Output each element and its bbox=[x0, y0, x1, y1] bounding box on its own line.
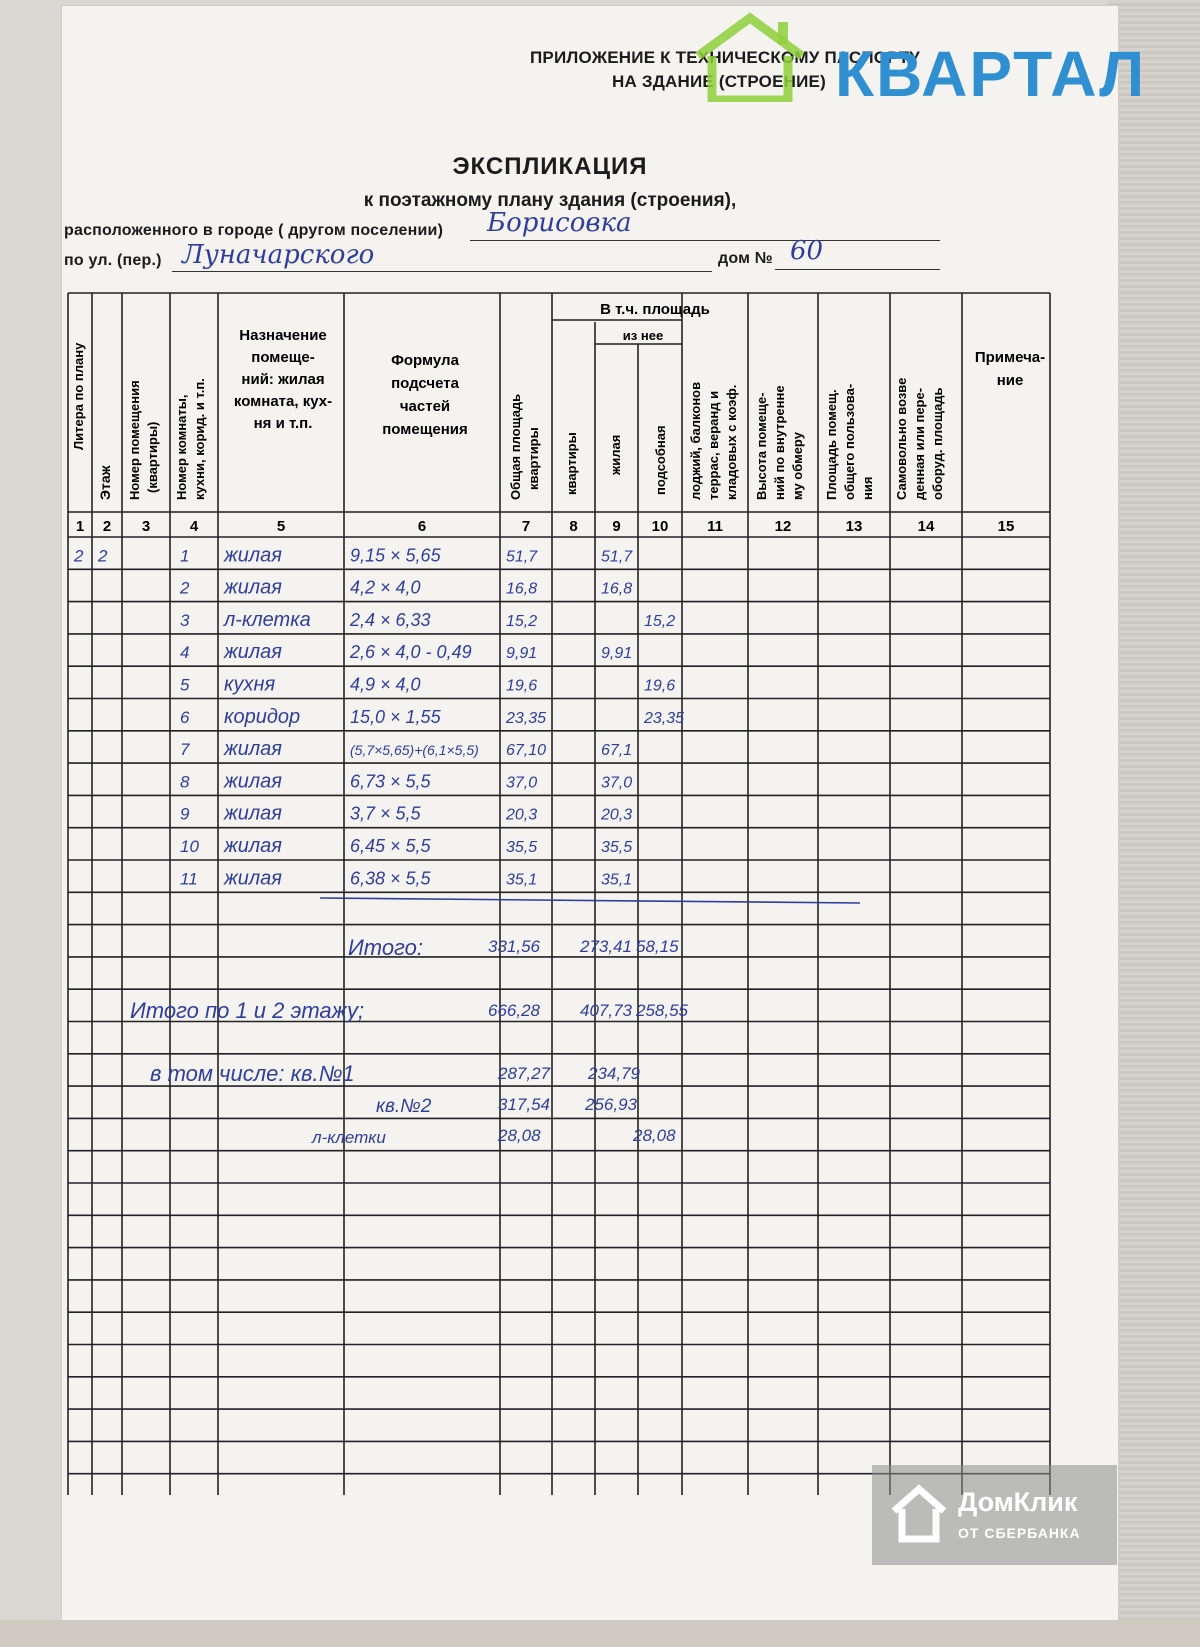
cell-room-number: 3 bbox=[180, 610, 190, 630]
cell-general-area: 19,6 bbox=[506, 677, 538, 695]
cell-living-area: 67,1 bbox=[601, 742, 633, 760]
cell-general-area: 51,7 bbox=[506, 548, 538, 566]
cell-purpose: жилая bbox=[224, 835, 282, 857]
header-group-iznee: из нее bbox=[622, 328, 664, 343]
column-number: 15 bbox=[997, 518, 1015, 535]
appendix-line-2: НА ЗДАНИЕ (СТРОЕНИЕ) bbox=[612, 72, 826, 91]
column-number: 12 bbox=[774, 518, 792, 535]
cell-general-area: 35,1 bbox=[506, 871, 538, 889]
header-col5-line4: комната, кух- bbox=[233, 393, 333, 410]
column-number: 6 bbox=[417, 518, 427, 535]
cell-purpose: жилая bbox=[224, 770, 282, 793]
header-col5-line3: ний: жилая bbox=[241, 371, 325, 388]
header-col13-line2: общего пользова- bbox=[842, 383, 857, 500]
document-title: ЭКСПЛИКАЦИЯ bbox=[452, 153, 648, 180]
cell-purpose: жилая bbox=[224, 738, 282, 761]
domclick-name: ДомКлик bbox=[958, 1487, 1078, 1517]
cell-general-area: 35,5 bbox=[506, 839, 538, 856]
column-number: 4 bbox=[189, 518, 199, 535]
header-col6-line1: Формула bbox=[391, 352, 459, 369]
header-col7-line2: квартиры bbox=[526, 427, 541, 490]
header-col4-line2: кухни, корид. и т.п. bbox=[192, 378, 207, 500]
column-number: 9 bbox=[612, 518, 621, 535]
cell-room-number: 4 bbox=[180, 643, 190, 663]
stairwell-general-area: 28,08 bbox=[498, 1126, 541, 1145]
cell-litera: 2 bbox=[74, 546, 84, 566]
cell-formula: 2,4 × 6,33 bbox=[350, 609, 431, 630]
domclick-subtitle: ОТ СБЕРБАНКА bbox=[958, 1525, 1081, 1541]
cell-living-area: 20,3 bbox=[601, 806, 633, 824]
header-col11-line3: кладовых с коэф. bbox=[724, 384, 739, 500]
cell-formula: 4,9 × 4,0 bbox=[350, 674, 421, 695]
cell-aux-area: 19,6 bbox=[644, 677, 676, 695]
header-col1: Литера по плану bbox=[71, 342, 86, 450]
cell-living-area: 51,7 bbox=[601, 548, 633, 566]
cell-living-area: 35,5 bbox=[601, 839, 633, 856]
cell-general-area: 67,10 bbox=[506, 742, 547, 760]
kv1-general-area: 287,27 bbox=[498, 1064, 550, 1083]
column-number: 1 bbox=[75, 518, 85, 535]
cell-purpose: жилая bbox=[224, 544, 282, 567]
column-number: 13 bbox=[845, 518, 863, 535]
kvartal-wordmark: КВАРТАЛ bbox=[835, 38, 1147, 110]
cell-formula: 9,15 × 5,65 bbox=[350, 545, 441, 566]
header-col5-line2: помеще- bbox=[251, 349, 315, 366]
cell-room-number: 5 bbox=[180, 675, 190, 695]
cell-purpose: коридор bbox=[224, 705, 301, 728]
cell-purpose: кухня bbox=[224, 673, 276, 696]
header-col9: жилая bbox=[608, 434, 623, 475]
cell-floor: 2 bbox=[98, 546, 108, 566]
cell-purpose: л-клетка bbox=[224, 608, 311, 631]
cell-room-number: 9 bbox=[180, 804, 190, 824]
appendix-line-1: ПРИЛОЖЕНИЕ К ТЕХНИЧЕСКОМУ ПАСПОРТУ bbox=[530, 48, 920, 67]
cell-room-number: 2 bbox=[180, 578, 190, 598]
column-number: 11 bbox=[707, 518, 723, 535]
cell-purpose: жилая bbox=[224, 867, 282, 890]
header-col14-line1: Самовольно возве bbox=[894, 377, 909, 500]
header-col13-line3: ния bbox=[860, 476, 875, 500]
column-number: 14 bbox=[917, 518, 935, 535]
cell-living-area: 37,0 bbox=[601, 774, 633, 792]
cell-living-area: 35,1 bbox=[601, 871, 633, 889]
header-col5-line1: Назначение bbox=[239, 327, 327, 344]
cell-formula: (5,7×5,65)+(6,1×5,5) bbox=[350, 742, 479, 759]
total-general-area: 331,56 bbox=[488, 937, 540, 956]
kv2-label: кв.№2 bbox=[376, 1096, 432, 1117]
cell-room-number: 10 bbox=[180, 837, 199, 856]
cell-purpose: жилая bbox=[224, 576, 282, 599]
header-col3-line1: Номер помещения bbox=[127, 380, 142, 500]
total-living-area: 273,41 bbox=[580, 937, 632, 956]
including-label: в том числе: кв.№1 bbox=[150, 1061, 355, 1086]
city-label: расположенного в городе ( другом поселении) bbox=[64, 222, 444, 239]
header-col7-line1: Общая площадь bbox=[508, 393, 523, 500]
cell-general-area: 20,3 bbox=[506, 806, 538, 824]
header-col10: подсобная bbox=[653, 425, 668, 495]
header-col3-line2: (квартиры) bbox=[145, 421, 160, 493]
floors-total-general-area: 666,28 bbox=[488, 1001, 540, 1020]
header-col5-line5: ня и т.п. bbox=[253, 415, 313, 432]
header-col12-line2: ний по внутренне bbox=[772, 385, 787, 500]
kv2-general-area: 317,54 bbox=[498, 1095, 550, 1114]
column-number: 3 bbox=[141, 518, 151, 535]
floors-total-aux-area: 258,55 bbox=[636, 1001, 688, 1020]
header-col15-line1: Примеча- bbox=[974, 349, 1046, 366]
column-number: 10 bbox=[651, 518, 669, 535]
cell-formula: 3,7 × 5,5 bbox=[350, 803, 421, 824]
cell-formula: 6,38 × 5,5 bbox=[350, 868, 431, 889]
cell-living-area: 16,8 bbox=[601, 580, 633, 598]
stairwell-aux-area: 28,08 bbox=[633, 1126, 676, 1145]
header-col8: квартиры bbox=[564, 432, 579, 495]
cell-formula: 15,0 × 1,55 bbox=[350, 706, 441, 727]
cell-formula: 4,2 × 4,0 bbox=[350, 577, 421, 598]
cell-purpose: жилая bbox=[224, 802, 282, 825]
header-col6-line4: помещения bbox=[382, 421, 468, 438]
floors-total-living-area: 407,73 bbox=[580, 1001, 632, 1020]
header-group-vtch: В т.ч. площадь bbox=[600, 301, 710, 318]
document-subtitle: к поэтажному плану здания (строения), bbox=[363, 190, 737, 211]
handwritten-underline bbox=[320, 898, 860, 903]
cell-general-area: 23,35 bbox=[506, 709, 547, 727]
column-number: 7 bbox=[521, 518, 531, 535]
header-col6-line2: подсчета bbox=[391, 375, 459, 392]
cell-room-number: 7 bbox=[180, 740, 190, 760]
header-col14-line3: оборуд. площадь bbox=[930, 387, 945, 500]
header-col12-line3: му обмеру bbox=[790, 432, 805, 500]
cell-formula: 6,45 × 5,5 bbox=[350, 836, 431, 856]
header-col15-line2: ние bbox=[996, 372, 1024, 389]
total-label: Итого: bbox=[348, 935, 424, 960]
column-number: 8 bbox=[569, 518, 578, 535]
header-col11-line1: лоджий, балконов bbox=[688, 381, 703, 500]
header-col12-line1: Высота помеще- bbox=[754, 392, 769, 500]
cell-room-number: 1 bbox=[180, 546, 190, 566]
cell-general-area: 9,91 bbox=[506, 645, 538, 663]
kv2-living-area: 256,93 bbox=[585, 1095, 637, 1114]
cell-aux-area: 23,35 bbox=[644, 709, 685, 727]
cell-formula: 6,73 × 5,5 bbox=[350, 771, 431, 792]
header-col13-line1: Площадь помещ. bbox=[824, 389, 839, 500]
total-aux-area: 58,15 bbox=[636, 937, 679, 956]
header-col14-line2: денная или пере- bbox=[912, 387, 927, 500]
cell-general-area: 37,0 bbox=[506, 774, 538, 792]
cell-room-number: 8 bbox=[180, 772, 190, 792]
cell-general-area: 16,8 bbox=[506, 580, 538, 598]
city-value: Борисовка bbox=[487, 208, 632, 238]
house-value: 60 bbox=[790, 236, 824, 266]
kv1-living-area: 234,79 bbox=[588, 1064, 640, 1083]
stairwell-label: л-клетки bbox=[312, 1128, 386, 1147]
cell-general-area: 15,2 bbox=[506, 612, 538, 630]
domclick-watermark bbox=[872, 1465, 1117, 1565]
cell-aux-area: 15,2 bbox=[644, 612, 676, 630]
domclick-house-icon bbox=[890, 1483, 948, 1543]
cell-room-number: 6 bbox=[180, 707, 190, 727]
cell-formula: 2,6 × 4,0 - 0,49 bbox=[350, 642, 472, 663]
house-label: дом № bbox=[718, 250, 773, 267]
column-number: 2 bbox=[102, 518, 112, 535]
cell-living-area: 9,91 bbox=[601, 645, 633, 663]
street-value: Луначарского bbox=[182, 240, 375, 270]
street-label: по ул. (пер.) bbox=[64, 252, 162, 269]
floors-total-label: Итого по 1 и 2 этажу; bbox=[130, 998, 365, 1023]
cell-room-number: 11 bbox=[180, 869, 198, 889]
cell-purpose: жилая bbox=[224, 641, 282, 664]
header-col2: Этаж bbox=[97, 465, 113, 500]
column-number: 5 bbox=[276, 518, 286, 535]
header-col4-line1: Номер комнаты, bbox=[174, 394, 189, 500]
header-col11-line2: террас, веранд и bbox=[706, 390, 721, 500]
header-col6-line3: частей bbox=[399, 398, 451, 415]
